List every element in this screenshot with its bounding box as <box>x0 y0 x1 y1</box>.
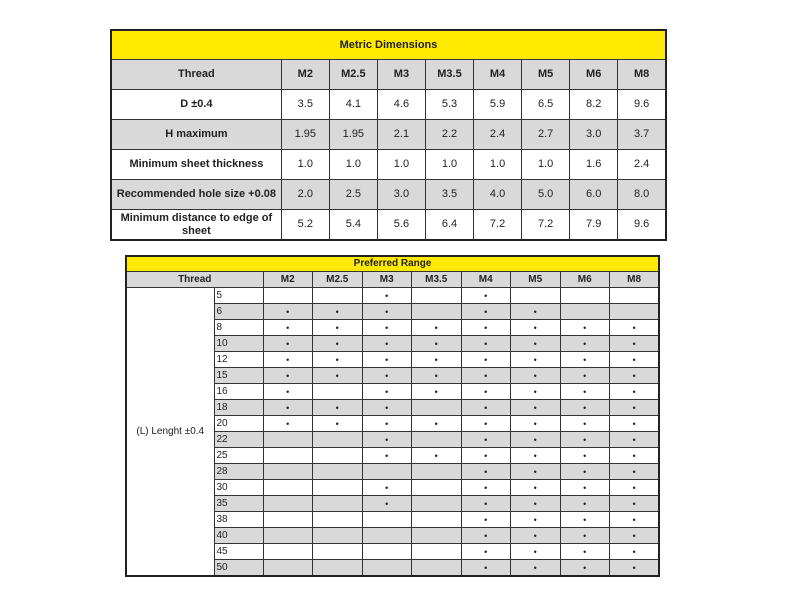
available-dot-cell: • <box>263 368 313 384</box>
length-value: 6 <box>214 304 263 320</box>
value-cell: 1.0 <box>281 150 329 180</box>
empty-cell <box>263 528 313 544</box>
available-dot-cell: • <box>461 288 511 304</box>
available-dot-cell: • <box>313 400 363 416</box>
value-cell: 2.0 <box>281 180 329 210</box>
available-dot-cell: • <box>362 400 412 416</box>
length-value: 35 <box>214 496 263 512</box>
available-dot-cell: • <box>511 544 561 560</box>
available-dot-cell: • <box>560 512 610 528</box>
available-dot-cell: • <box>560 544 610 560</box>
available-dot-cell: • <box>511 400 561 416</box>
row-label: Minimum sheet thickness <box>111 150 281 180</box>
available-dot-cell: • <box>461 544 511 560</box>
value-cell: 4.1 <box>329 90 377 120</box>
available-dot-cell: • <box>461 560 511 577</box>
empty-cell <box>412 464 462 480</box>
available-dot-cell: • <box>511 512 561 528</box>
available-dot-cell: • <box>511 528 561 544</box>
available-dot-cell: • <box>511 336 561 352</box>
available-dot-cell: • <box>560 384 610 400</box>
length-value: 25 <box>214 448 263 464</box>
available-dot-cell: • <box>412 368 462 384</box>
value-cell: 1.95 <box>281 120 329 150</box>
thread-column-header: M2 <box>263 272 313 288</box>
value-cell: 8.2 <box>570 90 618 120</box>
thread-column-header: M3.5 <box>412 272 462 288</box>
available-dot-cell: • <box>461 304 511 320</box>
value-cell: 5.0 <box>522 180 570 210</box>
metric-dimensions-table <box>110 29 667 241</box>
available-dot-cell: • <box>511 448 561 464</box>
value-cell: 7.2 <box>522 210 570 241</box>
value-cell: 2.7 <box>522 120 570 150</box>
available-dot-cell: • <box>263 416 313 432</box>
value-cell: 2.5 <box>329 180 377 210</box>
available-dot-cell: • <box>560 336 610 352</box>
available-dot-cell: • <box>412 352 462 368</box>
empty-cell <box>263 480 313 496</box>
thread-column-header: M6 <box>560 272 610 288</box>
available-dot-cell: • <box>461 352 511 368</box>
thread-column-header: M6 <box>570 60 618 90</box>
available-dot-cell: • <box>362 352 412 368</box>
available-dot-cell: • <box>610 512 660 528</box>
value-cell: 1.95 <box>329 120 377 150</box>
available-dot-cell: • <box>610 352 660 368</box>
value-cell: 1.0 <box>329 150 377 180</box>
available-dot-cell: • <box>560 416 610 432</box>
available-dot-cell: • <box>461 432 511 448</box>
length-value: 15 <box>214 368 263 384</box>
value-cell: 3.5 <box>281 90 329 120</box>
available-dot-cell: • <box>610 432 660 448</box>
empty-cell <box>313 432 363 448</box>
available-dot-cell: • <box>610 400 660 416</box>
available-dot-cell: • <box>313 368 363 384</box>
value-cell: 5.9 <box>474 90 522 120</box>
available-dot-cell: • <box>313 336 363 352</box>
value-cell: 3.7 <box>618 120 666 150</box>
empty-cell <box>412 496 462 512</box>
available-dot-cell: • <box>610 480 660 496</box>
length-value: 45 <box>214 544 263 560</box>
preferred-range-title: Preferred Range <box>126 256 659 272</box>
available-dot-cell: • <box>461 368 511 384</box>
available-dot-cell: • <box>461 480 511 496</box>
empty-cell <box>263 560 313 577</box>
available-dot-cell: • <box>461 528 511 544</box>
available-dot-cell: • <box>610 448 660 464</box>
empty-cell <box>362 528 412 544</box>
available-dot-cell: • <box>412 384 462 400</box>
available-dot-cell: • <box>610 560 660 577</box>
empty-cell <box>313 512 363 528</box>
available-dot-cell: • <box>461 336 511 352</box>
empty-cell <box>263 544 313 560</box>
thread-column-header: M8 <box>610 272 660 288</box>
table-row <box>111 180 666 210</box>
row-label: D ±0.4 <box>111 90 281 120</box>
table-row <box>111 120 666 150</box>
available-dot-cell: • <box>511 368 561 384</box>
row-label: H maximum <box>111 120 281 150</box>
available-dot-cell: • <box>560 560 610 577</box>
value-cell: 2.4 <box>474 120 522 150</box>
available-dot-cell: • <box>263 304 313 320</box>
available-dot-cell: • <box>461 496 511 512</box>
length-value: 16 <box>214 384 263 400</box>
value-cell: 5.2 <box>281 210 329 241</box>
preferred-range-table <box>125 255 660 577</box>
empty-cell <box>412 544 462 560</box>
available-dot-cell: • <box>511 384 561 400</box>
available-dot-cell: • <box>461 384 511 400</box>
empty-cell <box>313 496 363 512</box>
empty-cell <box>412 512 462 528</box>
row-label: Minimum distance to edge of sheet <box>111 210 281 241</box>
available-dot-cell: • <box>412 336 462 352</box>
row-label: Recommended hole size +0.08 <box>111 180 281 210</box>
available-dot-cell: • <box>362 320 412 336</box>
available-dot-cell: • <box>263 352 313 368</box>
available-dot-cell: • <box>362 384 412 400</box>
empty-cell <box>263 512 313 528</box>
value-cell: 1.6 <box>570 150 618 180</box>
empty-cell <box>362 512 412 528</box>
thread-column-header: M2.5 <box>329 60 377 90</box>
value-cell: 6.0 <box>570 180 618 210</box>
available-dot-cell: • <box>263 384 313 400</box>
available-dot-cell: • <box>610 320 660 336</box>
empty-cell <box>313 448 363 464</box>
thread-column-header: M4 <box>474 60 522 90</box>
value-cell: 1.0 <box>474 150 522 180</box>
available-dot-cell: • <box>610 416 660 432</box>
available-dot-cell: • <box>511 352 561 368</box>
length-value: 38 <box>214 512 263 528</box>
thread-column-header: M2 <box>281 60 329 90</box>
value-cell: 1.0 <box>522 150 570 180</box>
value-cell: 1.0 <box>425 150 473 180</box>
available-dot-cell: • <box>610 496 660 512</box>
table-row <box>111 90 666 120</box>
available-dot-cell: • <box>263 336 313 352</box>
empty-cell <box>313 288 363 304</box>
length-value: 12 <box>214 352 263 368</box>
available-dot-cell: • <box>263 400 313 416</box>
length-value: 30 <box>214 480 263 496</box>
thread-column-header: M3.5 <box>425 60 473 90</box>
value-cell: 3.0 <box>570 120 618 150</box>
length-value: 8 <box>214 320 263 336</box>
thread-column-header: M5 <box>522 60 570 90</box>
table-row <box>126 288 659 304</box>
available-dot-cell: • <box>362 416 412 432</box>
available-dot-cell: • <box>461 320 511 336</box>
available-dot-cell: • <box>263 320 313 336</box>
available-dot-cell: • <box>362 432 412 448</box>
available-dot-cell: • <box>362 304 412 320</box>
length-value: 40 <box>214 528 263 544</box>
thread-header-label: Thread <box>126 272 263 288</box>
length-value: 10 <box>214 336 263 352</box>
empty-cell <box>313 560 363 577</box>
empty-cell <box>263 288 313 304</box>
value-cell: 3.5 <box>425 180 473 210</box>
available-dot-cell: • <box>511 304 561 320</box>
empty-cell <box>412 480 462 496</box>
value-cell: 7.9 <box>570 210 618 241</box>
available-dot-cell: • <box>313 320 363 336</box>
empty-cell <box>412 560 462 577</box>
value-cell: 7.2 <box>474 210 522 241</box>
thread-column-header: M4 <box>461 272 511 288</box>
available-dot-cell: • <box>412 320 462 336</box>
value-cell: 2.2 <box>425 120 473 150</box>
empty-cell <box>362 464 412 480</box>
value-cell: 9.6 <box>618 90 666 120</box>
value-cell: 5.3 <box>425 90 473 120</box>
available-dot-cell: • <box>511 480 561 496</box>
available-dot-cell: • <box>511 320 561 336</box>
available-dot-cell: • <box>560 480 610 496</box>
length-value: 5 <box>214 288 263 304</box>
empty-cell <box>610 288 660 304</box>
empty-cell <box>362 544 412 560</box>
value-cell: 8.0 <box>618 180 666 210</box>
available-dot-cell: • <box>610 368 660 384</box>
table-row <box>111 210 666 241</box>
available-dot-cell: • <box>560 320 610 336</box>
empty-cell <box>263 464 313 480</box>
available-dot-cell: • <box>313 352 363 368</box>
thread-column-header: M3 <box>362 272 412 288</box>
empty-cell <box>560 288 610 304</box>
value-cell: 6.5 <box>522 90 570 120</box>
available-dot-cell: • <box>461 400 511 416</box>
empty-cell <box>313 480 363 496</box>
empty-cell <box>412 304 462 320</box>
empty-cell <box>511 288 561 304</box>
available-dot-cell: • <box>610 384 660 400</box>
length-value: 22 <box>214 432 263 448</box>
metric-dimensions-title: Metric Dimensions <box>111 30 666 60</box>
available-dot-cell: • <box>461 416 511 432</box>
available-dot-cell: • <box>511 416 561 432</box>
empty-cell <box>263 496 313 512</box>
available-dot-cell: • <box>610 528 660 544</box>
empty-cell <box>313 544 363 560</box>
available-dot-cell: • <box>461 448 511 464</box>
empty-cell <box>412 288 462 304</box>
available-dot-cell: • <box>610 464 660 480</box>
value-cell: 1.0 <box>377 150 425 180</box>
empty-cell <box>560 304 610 320</box>
available-dot-cell: • <box>313 416 363 432</box>
thread-column-header: M8 <box>618 60 666 90</box>
available-dot-cell: • <box>362 336 412 352</box>
available-dot-cell: • <box>560 448 610 464</box>
empty-cell <box>263 432 313 448</box>
empty-cell <box>412 528 462 544</box>
available-dot-cell: • <box>412 448 462 464</box>
length-value: 18 <box>214 400 263 416</box>
empty-cell <box>362 560 412 577</box>
available-dot-cell: • <box>362 288 412 304</box>
available-dot-cell: • <box>461 512 511 528</box>
empty-cell <box>412 400 462 416</box>
empty-cell <box>263 448 313 464</box>
available-dot-cell: • <box>412 416 462 432</box>
value-cell: 5.6 <box>377 210 425 241</box>
value-cell: 4.0 <box>474 180 522 210</box>
available-dot-cell: • <box>560 400 610 416</box>
available-dot-cell: • <box>560 368 610 384</box>
thread-column-header: M2.5 <box>313 272 363 288</box>
length-value: 50 <box>214 560 263 577</box>
empty-cell <box>610 304 660 320</box>
table-row <box>111 150 666 180</box>
available-dot-cell: • <box>511 432 561 448</box>
available-dot-cell: • <box>313 304 363 320</box>
available-dot-cell: • <box>560 464 610 480</box>
length-label: (L) Lenght ±0.4 <box>126 288 214 577</box>
value-cell: 2.4 <box>618 150 666 180</box>
available-dot-cell: • <box>560 352 610 368</box>
thread-column-header: M3 <box>377 60 425 90</box>
empty-cell <box>313 384 363 400</box>
value-cell: 2.1 <box>377 120 425 150</box>
available-dot-cell: • <box>461 464 511 480</box>
value-cell: 4.6 <box>377 90 425 120</box>
available-dot-cell: • <box>362 496 412 512</box>
length-value: 20 <box>214 416 263 432</box>
available-dot-cell: • <box>362 368 412 384</box>
value-cell: 6.4 <box>425 210 473 241</box>
available-dot-cell: • <box>511 560 561 577</box>
thread-column-header: M5 <box>511 272 561 288</box>
length-value: 28 <box>214 464 263 480</box>
empty-cell <box>412 432 462 448</box>
value-cell: 3.0 <box>377 180 425 210</box>
available-dot-cell: • <box>511 464 561 480</box>
available-dot-cell: • <box>610 336 660 352</box>
thread-header-label: Thread <box>111 60 281 90</box>
available-dot-cell: • <box>362 480 412 496</box>
value-cell: 9.6 <box>618 210 666 241</box>
empty-cell <box>313 528 363 544</box>
available-dot-cell: • <box>560 496 610 512</box>
available-dot-cell: • <box>560 432 610 448</box>
empty-cell <box>313 464 363 480</box>
available-dot-cell: • <box>511 496 561 512</box>
available-dot-cell: • <box>610 544 660 560</box>
value-cell: 5.4 <box>329 210 377 241</box>
available-dot-cell: • <box>560 528 610 544</box>
available-dot-cell: • <box>362 448 412 464</box>
